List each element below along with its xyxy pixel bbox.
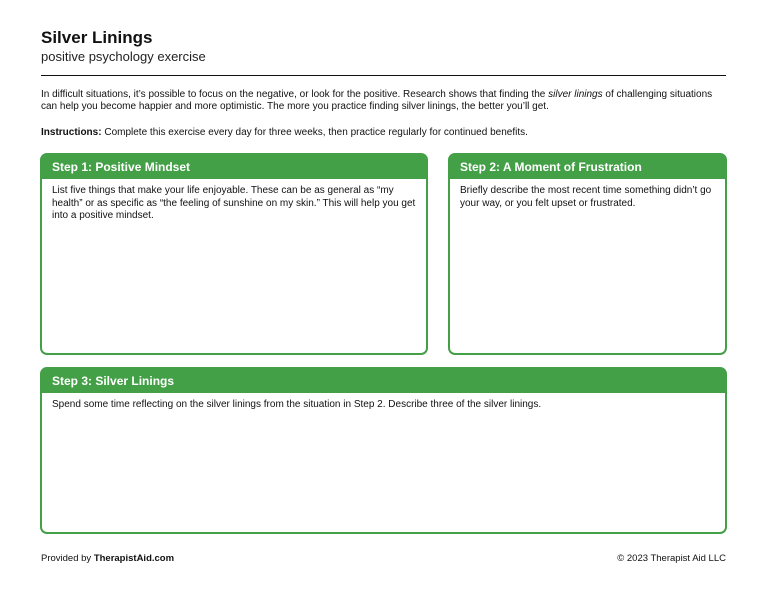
intro-text-end: of challenging situations can help you become happier and more optimistic. The more you practice finding silver linings, the better you’ll get. xyxy=(41,89,713,112)
footer-provider xyxy=(41,553,174,564)
intro-paragraph xyxy=(41,89,731,113)
step-1-box[interactable] xyxy=(40,153,428,355)
step-1-prompt: List five things that make your life enjoyable. These can be as general as “my health” or as specific as “the feeling of sunshine on my skin.” This will help you get into a positive mindset. xyxy=(52,185,416,221)
instructions-text: Complete this exercise every day for three weeks, then practice regularly for continued benefits. xyxy=(101,127,528,138)
instructions-label: Instructions: xyxy=(41,127,102,138)
intro-text-start: In difficult situations, it’s possible to focus on the negative, or look for the positive. Research shows that finding the xyxy=(41,89,549,100)
step-2-box[interactable] xyxy=(448,153,727,355)
step-1-title: Step 1: Positive Mindset xyxy=(42,155,426,179)
header-divider xyxy=(41,75,726,76)
step-2-prompt: Briefly describe the most recent time something didn’t go your way, or you felt upset or frustrated. xyxy=(460,185,712,209)
page-subtitle: positive psychology exercise xyxy=(41,49,206,64)
footer-copyright: © 2023 Therapist Aid LLC xyxy=(617,553,726,564)
footer-provided-by: Provided by xyxy=(41,553,94,564)
footer-site-link[interactable]: TherapistAid.com xyxy=(93,553,175,564)
step-2-title: Step 2: A Moment of Frustration xyxy=(450,155,725,179)
intro-emphasis: silver linings xyxy=(548,89,603,100)
page-title: Silver Linings xyxy=(41,28,153,47)
step-3-title: Step 3: Silver Linings xyxy=(42,369,725,393)
step-3-box[interactable] xyxy=(40,367,727,534)
step-3-prompt: Spend some time reflecting on the silver linings from the situation in Step 2. Describe three of the silver linings. xyxy=(52,399,542,410)
instructions xyxy=(41,127,731,139)
